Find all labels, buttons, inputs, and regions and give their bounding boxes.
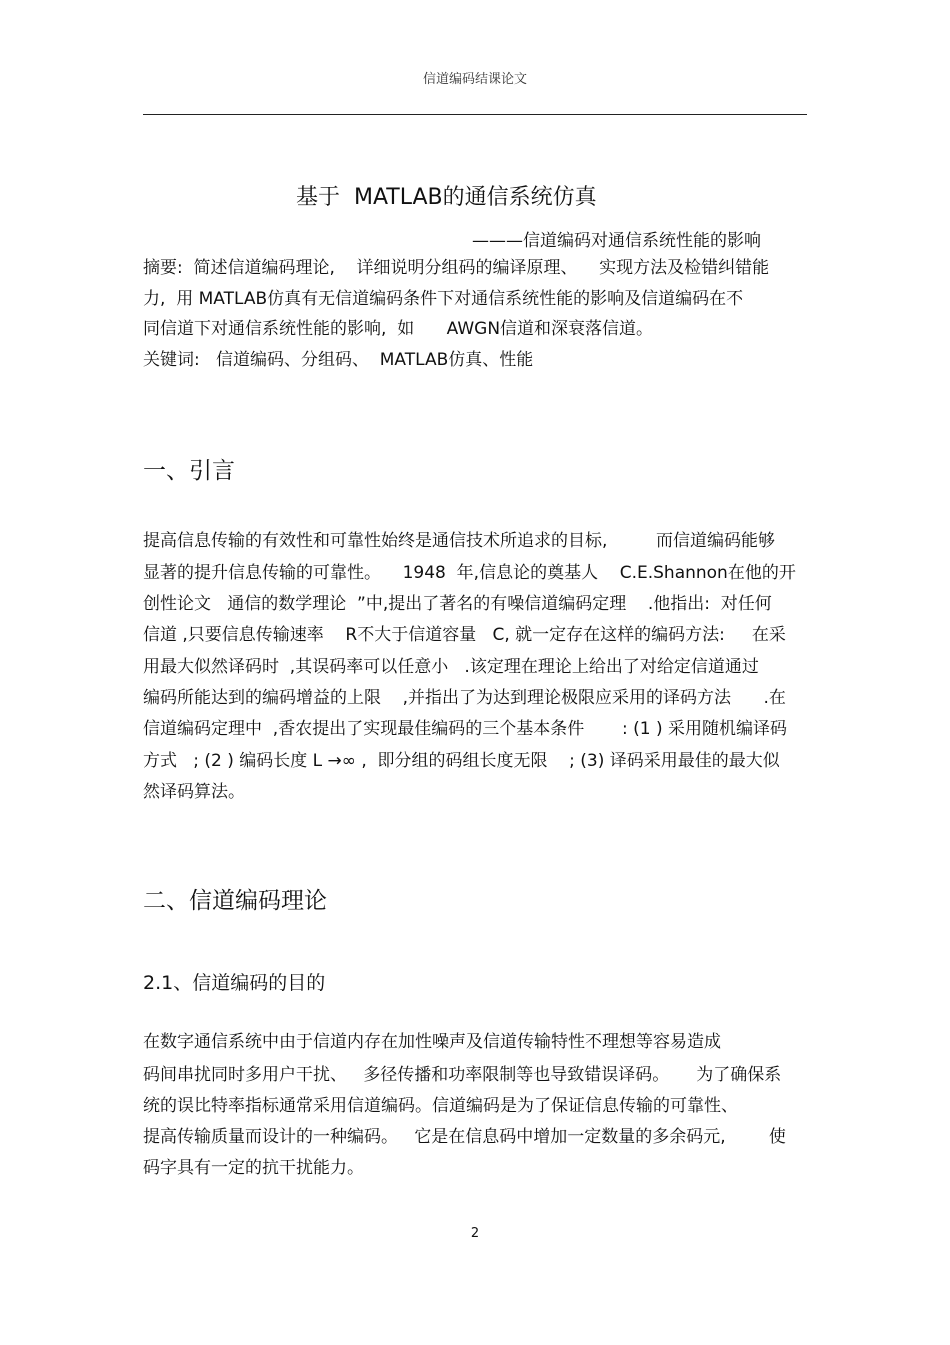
body-line: 码字具有一定的抗干扰能力。 <box>143 1158 364 1178</box>
body-line: 信道 ,只要信息传输速率 R不大于信道容量 C, 就一定存在这样的编码方法: 在采 <box>143 625 786 645</box>
body-line: 然译码算法。 <box>143 782 245 802</box>
abstract-line: 同信道下对通信系统性能的影响, 如 AWGN信道和深衰落信道。 <box>143 319 654 339</box>
abstract-line: 摘要: 简述信道编码理论, 详细说明分组码的编译原理、 实现方法及检错纠错能 <box>143 258 770 278</box>
header-rule <box>143 114 807 115</box>
abstract-line: 力, 用 MATLAB仿真有无信道编码条件下对通信系统性能的影响及信道编码在不 <box>143 289 744 309</box>
body-line: 在数字通信系统中由于信道内存在加性噪声及信道传输特性不理想等容易造成 <box>143 1032 721 1052</box>
section-heading-intro: 一、引言 <box>143 458 235 484</box>
section-heading-theory: 二、信道编码理论 <box>143 888 327 914</box>
keywords-line: 关键词: 信道编码、分组码、 MATLAB仿真、性能 <box>143 350 534 370</box>
body-line: 编码所能达到的编码增益的上限 ,并指出了为达到理论极限应采用的译码方法 .在 <box>143 688 786 708</box>
body-line: 提高信息传输的有效性和可靠性始终是通信技术所追求的目标, 而信道编码能够 <box>143 531 776 551</box>
body-line: 用最大似然译码时 ,其误码率可以任意小 .该定理在理论上给出了对给定信道通过 <box>143 657 759 677</box>
subsection-heading: 2.1、信道编码的目的 <box>143 972 326 994</box>
body-line: 方式 ; (2 ) 编码长度 L →∞ , 即分组的码组长度无限 ; (3) 译码采用最佳的最大似 <box>143 751 780 771</box>
body-line: 信道编码定理中 ,香农提出了实现最佳编码的三个基本条件 : (1 ) 采用随机编译码 <box>143 719 788 739</box>
body-line: 显著的提升信息传输的可靠性。 1948 年,信息论的奠基人 C.E.Shannon在他的开 <box>143 563 796 583</box>
body-line: 创性论文 通信的数学理论 ”中,提出了著名的有噪信道编码定理 .他指出: 对任何 <box>143 594 772 614</box>
body-line: 统的误比特率指标通常采用信道编码。信道编码是为了保证信息传输的可靠性、 <box>143 1096 738 1116</box>
body-line: 提高传输质量而设计的一种编码。 它是在信息码中增加一定数量的多余码元, 使 <box>143 1127 786 1147</box>
paper-subtitle: ———信道编码对通信系统性能的影响 <box>472 231 761 251</box>
running-header: 信道编码结课论文 <box>422 72 527 87</box>
paper-title: 基于 MATLAB的通信系统仿真 <box>296 185 597 210</box>
page-number: 2 <box>470 1226 480 1241</box>
body-line: 码间串扰同时多用户干扰、 多径传播和功率限制等也导致错误译码。 为了确保系 <box>143 1065 782 1085</box>
